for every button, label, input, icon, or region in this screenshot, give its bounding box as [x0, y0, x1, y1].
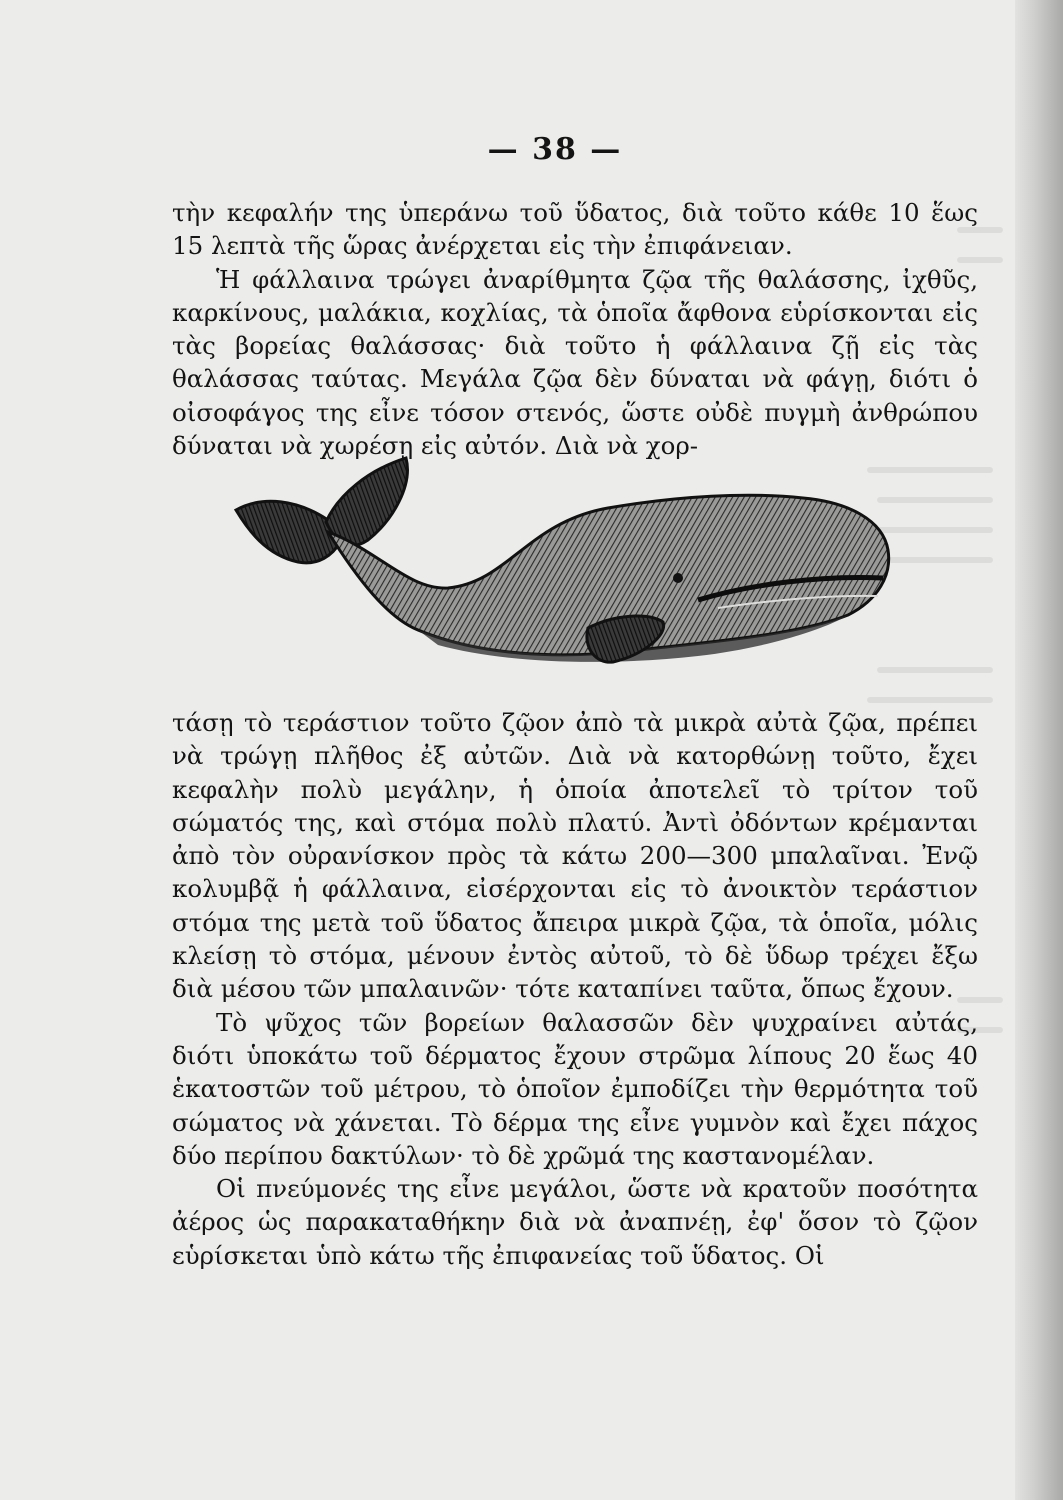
- paragraph: Ἡ φάλλαινα τρώγει ἀναρίθμητα ζῷα τῆς θαλάσσης, ἰχθῦς, καρκίνους, μαλάκια, κοχλίας, τὰ ὁποῖα ἄφθονα εὑρίσκονται εἰς τὰς βορείας θαλάσσας· διὰ τοῦτο ἡ φάλλαινα ζῇ εἰς τὰς θαλάσσας ταύτας. Μεγάλα ζῷα δὲν δύναται νὰ φάγῃ, διότι ὁ οἰσοφάγος της εἶνε τόσον στενός, ὥστε οὐδὲ πυγμὴ ἀνθρώπου δύναται νὰ χωρέσῃ εἰς αὐτόν. Διὰ νὰ χορ-: [172, 264, 978, 461]
- paragraph: Οἱ πνεύμονές της εἶνε μεγάλοι, ὥστε νὰ κρατοῦν ποσότητα ἀέρος ὡς παρακαταθήκην διὰ νὰ ἀναπνέῃ, ἐφ' ὅσον τὸ ζῷον εὑρίσκεται ὑπὸ κάτω τῆς ἐπιφανείας τοῦ ὕδατος. Οἱ: [172, 1174, 978, 1270]
- page-number: — 38 —: [487, 132, 623, 167]
- page-edge-shadow: [1015, 0, 1063, 1500]
- whale-illustration: [228, 450, 896, 685]
- paragraph: τὴν κεφαλήν της ὑπεράνω τοῦ ὕδατος, διὰ τοῦτο κάθε 10 ἕως 15 λεπτὰ τῆς ὥρας ἀνέρχεται εἰς τὴν ἐπιφάνειαν.: [172, 198, 978, 261]
- text-block-top: [172, 196, 978, 462]
- paragraph: τάσῃ τὸ τεράστιον τοῦτο ζῷον ἀπὸ τὰ μικρὰ αὐτὰ ζῷα, πρέπει νὰ τρώγῃ πλῆθος ἐξ αὐτῶν. Διὰ νὰ κατορθώνῃ τοῦτο, ἔχει κεφαλὴν πολὺ μεγάλην, ἡ ὁποία ἀποτελεῖ τὸ τρίτον τοῦ σώματός της, καὶ στόμα πολὺ πλατύ. Ἀντὶ ὀδόντων κρέμανται ἀπὸ τὸν οὐρανίσκον πρὸς τὰ κάτω 200—300 μπαλαῖναι. Ἐνῷ κολυμβᾷ ἡ φάλλαινα, εἰσέρχονται εἰς τὸ ἀνοικτὸν τεράστιον στόμα της μετὰ τοῦ ὕδατος ἄπειρα μικρὰ ζῷα, τὰ ὁποῖα, μόλις κλείσῃ τὸ στόμα, μένουν ἐντὸς αὐτοῦ, τὸ δὲ ὕδωρ τρέχει ἔξω διὰ μέσου τῶν μπαλαινῶν· τότε καταπίνει ταῦτα, ὅπως ἔχουν.: [172, 708, 978, 1004]
- text-block-bottom: [172, 706, 978, 1272]
- paragraph: Τὸ ψῦχος τῶν βορείων θαλασσῶν δὲν ψυχραίνει αὐτάς, διότι ὑποκάτω τοῦ δέρματος ἔχουν στρῶμα λίπους 20 ἕως 40 ἑκατοστῶν τοῦ μέτρου, τὸ ὁποῖον ἐμποδίζει τὴν θερμότητα τοῦ σώματος νὰ χάνεται. Τὸ δέρμα της εἶνε γυμνὸν καὶ ἔχει πάχος δύο περίπου δακτύλων· τὸ δὲ χρῶμά της καστανομέλαν.: [172, 1007, 978, 1170]
